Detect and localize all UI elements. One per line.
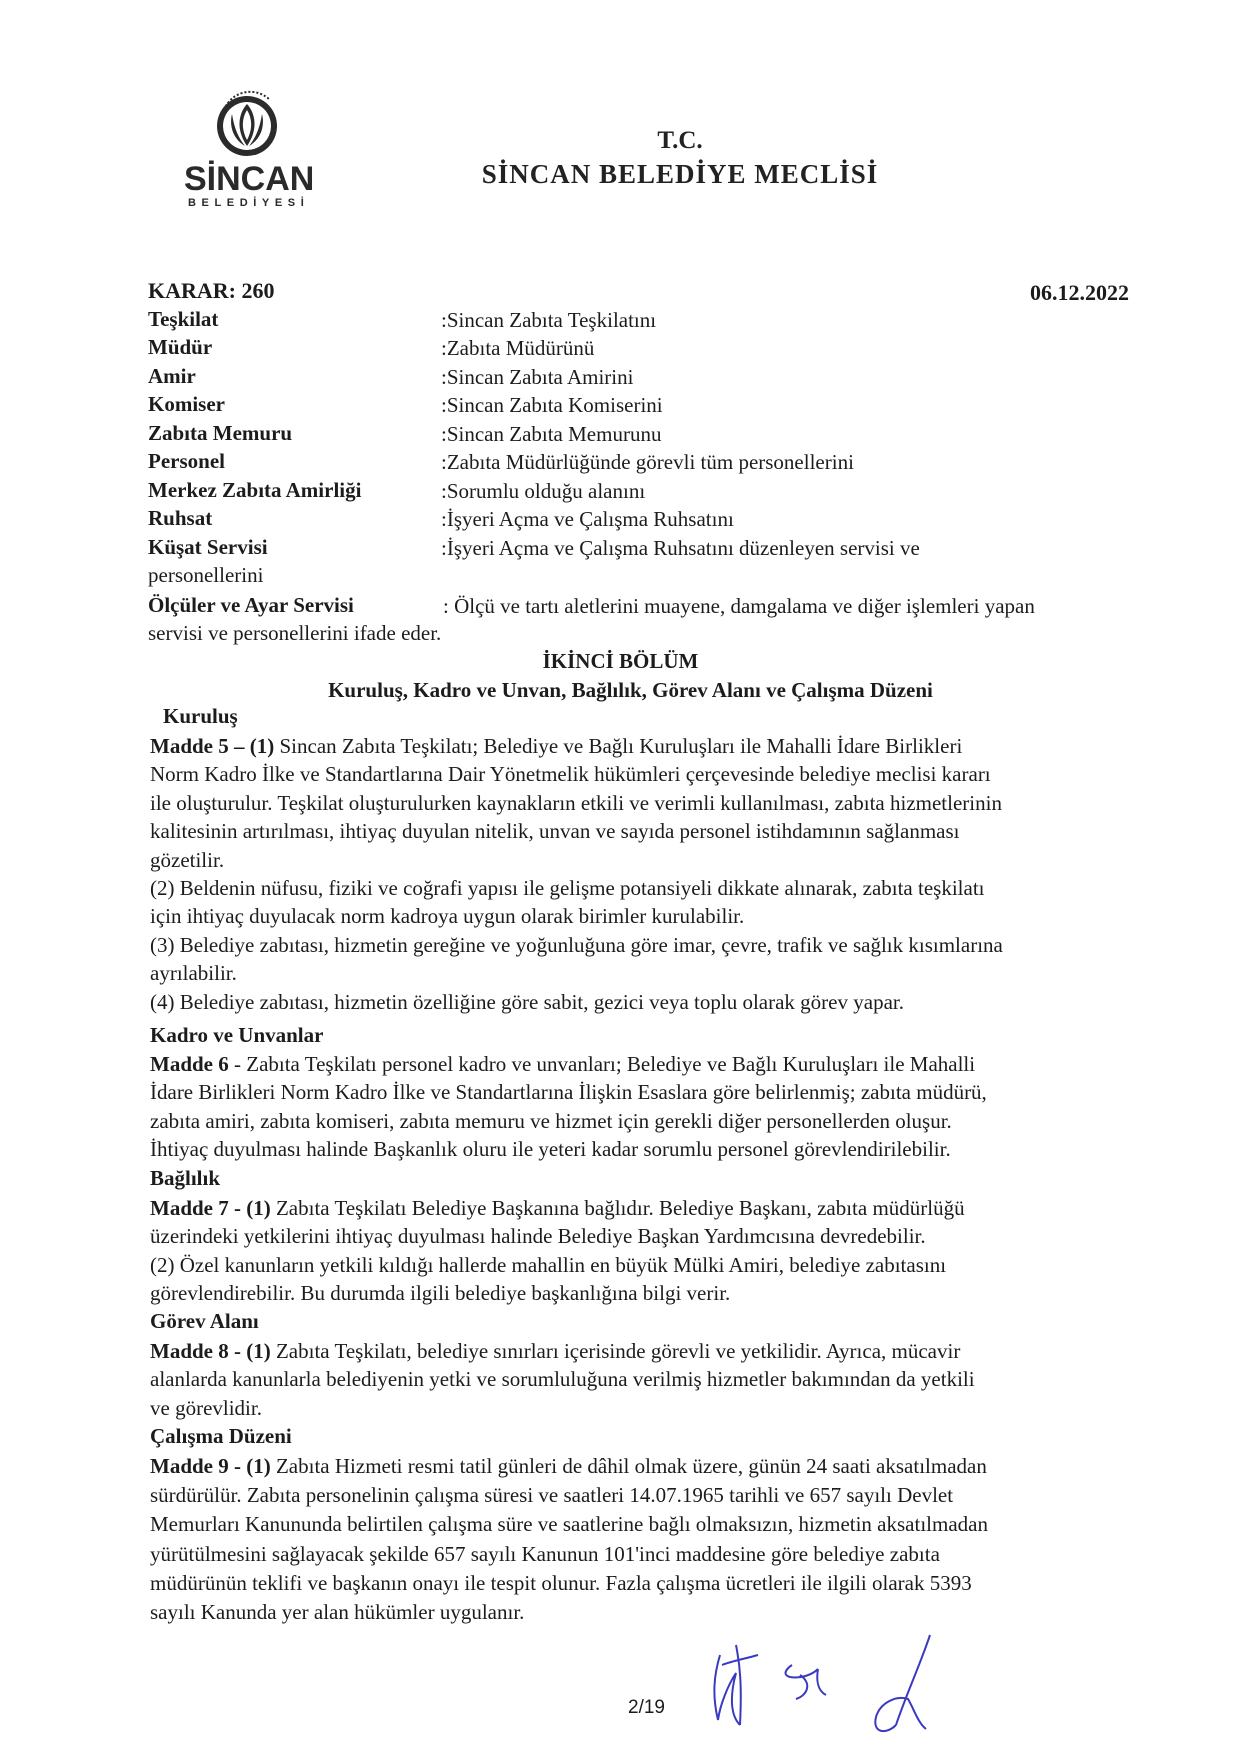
article-body xyxy=(150,1050,1150,1164)
definition-text: :Sincan Zabıta Komiserini xyxy=(441,393,663,417)
article-line: zabıta amiri, zabıta komiseri, zabıta memuru ve hizmet için gerekli diğer personellerden oluşur. xyxy=(150,1108,952,1133)
decision-label: KARAR: 260 xyxy=(148,278,275,303)
logo-subtitle: BELEDİYESİ xyxy=(188,197,310,209)
article-line: yürütülmesini sağlayacak şekilde 657 sayılı Kanunun 101'inci maddesine göre belediye zabıta xyxy=(150,1541,940,1566)
article-line: ve görevlidir. xyxy=(150,1395,262,1420)
page-number: 2/19 xyxy=(628,1697,665,1718)
definition-term: Ölçüler ve Ayar Servisi xyxy=(148,593,354,617)
definition-term: Müdür xyxy=(148,335,213,359)
article-line: (2) Beldenin nüfusu, fiziki ve coğrafi yapısı ile gelişme potansiyeli dikkate alınarak, zabıta teşkilatı xyxy=(150,876,985,901)
article-heading: Bağlılık xyxy=(150,1166,221,1190)
article-text: Zabıta Teşkilatı, belediye sınırları içerisinde görevli ve yetkilidir. Ayrıca, mücavir xyxy=(270,1339,961,1363)
article-heading: Görev Alanı xyxy=(150,1309,259,1333)
definition-continuation: servisi ve personellerini ifade eder. xyxy=(148,621,442,645)
definition-text: :Zabıta Müdürlüğünde görevli tüm personellerini xyxy=(441,450,854,474)
article-body xyxy=(150,1452,1150,1627)
article-line xyxy=(150,1194,1150,1222)
definition-term: Ruhsat xyxy=(148,506,213,530)
definition-term: Personel xyxy=(148,449,225,473)
definition-text: :Sorumlu olduğu alanını xyxy=(441,479,646,503)
definition-text: :Zabıta Müdürünü xyxy=(441,336,595,360)
definition-term: Komiser xyxy=(148,392,225,416)
decision-date: 06.12.2022 xyxy=(1030,280,1129,305)
definition-term: Amir xyxy=(148,364,196,388)
article-text: Zabıta Hizmeti resmi tatil günleri de dâhil olmak üzere, günün 24 saati aksatılmadan xyxy=(270,1454,987,1478)
article-line xyxy=(150,1337,1150,1365)
article-line: sayılı Kanunda yer alan hükümler uygulanır. xyxy=(150,1600,525,1625)
article-heading: Kadro ve Unvanlar xyxy=(150,1023,324,1047)
article-heading: Kuruluş xyxy=(163,704,238,728)
definition-term: Küşat Servisi xyxy=(148,535,268,559)
definition-text: :İşyeri Açma ve Çalışma Ruhsatını düzenleyen servisi ve xyxy=(441,536,920,560)
article-label: Madde 8 - (1) xyxy=(150,1339,271,1363)
article-label: Madde 9 - (1) xyxy=(150,1454,271,1478)
definition-term: Merkez Zabıta Amirliği xyxy=(148,478,362,502)
signatures-icon xyxy=(700,1625,960,1750)
article-line xyxy=(150,732,1150,760)
article-line: ile oluşturulur. Teşkilat oluşturulurken kaynakların etkili ve verimli kullanılması, zabıta hizmetlerinin xyxy=(150,790,1002,815)
definition-text: :Sincan Zabıta Amirini xyxy=(441,365,634,389)
section-title: İKİNCİ BÖLÜM xyxy=(542,649,699,673)
article-body xyxy=(150,732,1150,1016)
header-tc: T.C. xyxy=(657,127,703,154)
sincan-logo xyxy=(182,84,315,209)
article-line: (4) Belediye zabıtası, hizmetin özelliğine göre sabit, gezici veya toplu olarak görev yapar. xyxy=(150,989,904,1014)
article-text: Sincan Zabıta Teşkilatı; Belediye ve Bağlı Kuruluşları ile Mahalli İdare Birlikleri xyxy=(274,734,963,758)
article-line: (3) Belediye zabıtası, hizmetin gereğine ve yoğunluğuna göre imar, çevre, trafik ve sağlık kısımlarına xyxy=(150,932,1003,957)
article-line: sürdürülür. Zabıta personelinin çalışma süresi ve saatleri 14.07.1965 tarihli ve 657 sayılı Devlet xyxy=(150,1483,954,1508)
definition-text: :İşyeri Açma ve Çalışma Ruhsatını xyxy=(441,507,734,531)
article-label: Madde 7 - (1) xyxy=(150,1196,271,1220)
definition-term: Teşkilat xyxy=(148,307,219,331)
section-subtitle: Kuruluş, Kadro ve Unvan, Bağlılık, Görev Alanı ve Çalışma Düzeni xyxy=(328,678,933,702)
definition-term: Zabıta Memuru xyxy=(148,421,293,445)
article-line: üzerindeki yetkilerini ihtiyaç duyulması halinde Belediye Başkan Yardımcısına devredebilir. xyxy=(150,1224,926,1249)
article-line: Norm Kadro İlke ve Standartlarına Dair Yönetmelik hükümleri çerçevesinde belediye meclisi kararı xyxy=(150,762,991,787)
article-line: Memurları Kanununda belirtilen çalışma süre ve saatlerine bağlı olmaksızın, hizmetin aksatılmadan xyxy=(150,1512,988,1537)
article-line: için ihtiyaç duyulacak norm kadroya uygun olarak birimler kurulabilir. xyxy=(150,904,745,929)
article-label: Madde 6 xyxy=(150,1052,229,1076)
article-line xyxy=(150,1452,1150,1481)
article-line: İhtiyaç duyulması halinde Başkanlık oluru ile yeteri kadar sorumlu personel görevlendirilebilir. xyxy=(150,1137,951,1162)
article-body xyxy=(150,1337,1150,1422)
article-line: gözetilir. xyxy=(150,847,225,872)
definition-text: :Sincan Zabıta Memurunu xyxy=(441,422,662,446)
article-line: alanlarda kanunlarla belediyenin yetki ve sorumluluğuna verilmiş hizmetler bakımından da yetkili xyxy=(150,1367,975,1392)
article-line: İdare Birlikleri Norm Kadro İlke ve Standartlarına İlişkin Esaslara göre belirlenmiş; zabıta müdürü, xyxy=(150,1080,987,1105)
article-line xyxy=(150,1050,1150,1078)
article-heading: Çalışma Düzeni xyxy=(150,1424,292,1448)
article-text: Zabıta Teşkilatı Belediye Başkanına bağlıdır. Belediye Başkanı, zabıta müdürlüğü xyxy=(270,1196,965,1220)
logo-name: SİNCAN xyxy=(184,160,315,198)
article-line: ayrılabilir. xyxy=(150,961,237,986)
definition-text: :Sincan Zabıta Teşkilatını xyxy=(441,308,657,332)
article-line: görevlendirebilir. Bu durumda ilgili belediye başkanlığına bilgi verir. xyxy=(150,1281,731,1306)
article-line: müdürünün teklifi ve başkanın onayı ile tespit olunur. Fazla çalışma ücretleri ile ilgili olarak 5393 xyxy=(150,1570,972,1595)
definition-continuation: personellerini xyxy=(148,563,264,587)
definition-text: : Ölçü ve tartı aletlerini muayene, damgalama ve diğer işlemleri yapan xyxy=(443,594,1035,618)
header-council: SİNCAN BELEDİYE MECLİSİ xyxy=(481,159,879,189)
article-text: - Zabıta Teşkilatı personel kadro ve unvanları; Belediye ve Bağlı Kuruluşları ile Mahalli xyxy=(228,1052,976,1076)
article-body xyxy=(150,1194,1150,1308)
article-line: (2) Özel kanunların yetkili kıldığı hallerde mahallin en büyük Mülki Amiri, belediye zabıtasını xyxy=(150,1252,947,1277)
tulip-emblem-icon xyxy=(202,84,292,164)
article-line: kalitesinin artırılması, ihtiyaç duyulan nitelik, unvan ve sayıda personel istihdamının sağlanması xyxy=(150,819,960,844)
article-label: Madde 5 – (1) xyxy=(150,734,275,758)
